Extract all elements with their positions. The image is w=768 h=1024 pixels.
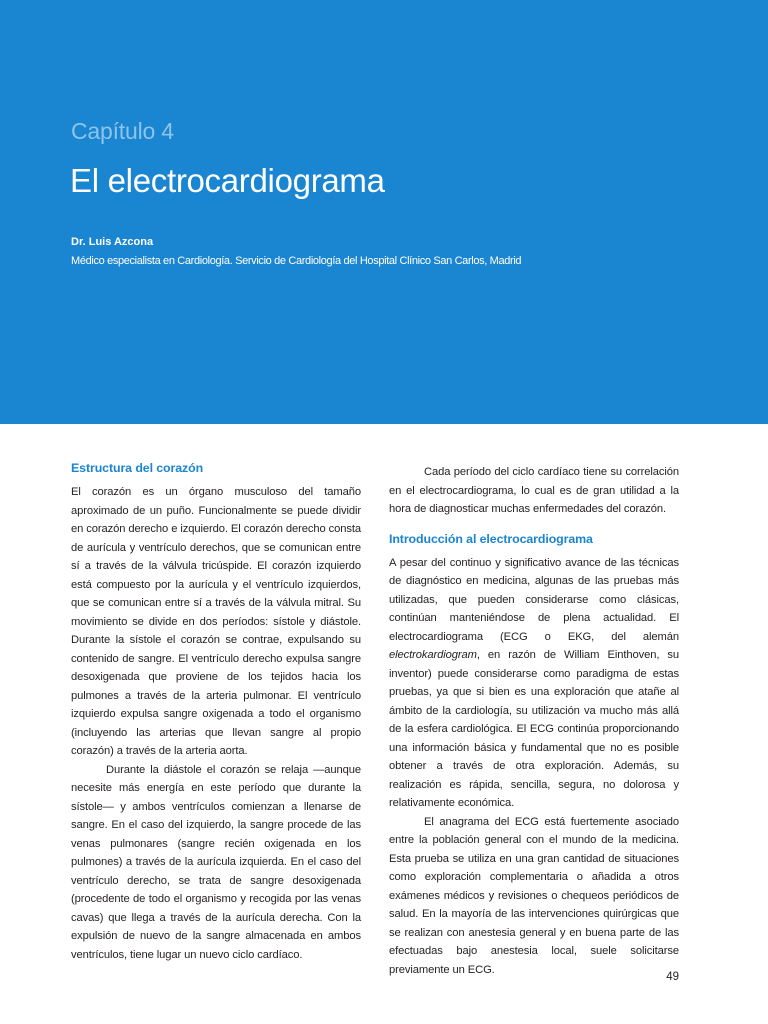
section-heading-introduccion: Introducción al electrocardiograma [389, 531, 593, 546]
body-paragraph: Cada período del ciclo cardíaco tiene su correlación en el electrocardiograma, lo cual es de gran utilidad a la hora de diagnosticar muchas enfermedades del corazón. [389, 466, 679, 515]
body-paragraph: El anagrama del ECG está fuertemente asociado entre la población general con el mundo de la medicina. Esta prueba se utiliza en una gran cantidad de situaciones como exploración complementaria o añadida a otros exámenes médicos y revisiones o chequeos periódicos de salud. En la mayoría de las intervenciones quirúrgicas que se realizan con anestesia general y en buena parte de las efectuadas bajo anestesia local, suele solicitarse previamente un ECG. [389, 815, 679, 976]
page-number: 49 [666, 971, 679, 983]
section-heading-estructura: Estructura del corazón [71, 461, 204, 475]
chapter-label: Capítulo 4 [71, 118, 174, 144]
chapter-title: El electrocardiograma [70, 162, 385, 199]
body-paragraph [389, 554, 679, 813]
body-paragraph: El corazón es un órgano musculoso del tamaño aproximado de un puño. Funcionalmente se puede dividir en corazón derecho e izquierdo. El corazón derecho consta de aurícula y ventrículo derechos, que se comunican entre sí a través de la válvula tricúspide. El corazón izquierdo está compuesto por la aurícula y el ventrículo izquierdos, que se comunican entre sí a través de la válvula mitral. Su movimiento se divide en dos períodos: sístole y diástole. Durante la sístole el corazón se contrae, expulsando su contenido de sangre. El ventrículo derecho expulsa sangre desoxigenada que proviene de los tejidos hacia los pulmones a través de la arteria pulmonar. El ventrículo izquierdo expulsa sangre oxigenada a todo el organismo (incluyendo las arterias que llevan sangre al propio corazón) a través de la arteria aorta. [71, 486, 361, 757]
right-column [389, 463, 679, 979]
body-paragraph: Durante la diástole el corazón se relaja —aunque necesite más energía en este período que durante la sístole— y ambos ventrículos comienzan a llenarse de sangre. En el caso del izquierdo, la sangre procede de las venas pulmonares (sangre recién oxigenada en los pulmones) a través de la aurícula izquierda. En el caso del ventrículo derecho, se trata de sangre desoxigenada (procedente de todo el organismo y recogida por las venas cavas) que llega a través de la aurícula derecha. Con la expulsión de nuevo de la sangre almacenada en ambos ventrículos, tiene lugar un nuevo ciclo cardíaco. [71, 763, 361, 961]
author-name: Dr. Luis Azcona [71, 236, 154, 248]
chapter-header-banner [0, 0, 768, 424]
text-run: A pesar del continuo y significativo avance de las técnicas de diagnóstico en medicina, algunas de las pruebas más utilizadas, que pueden considerarse como clásicas, continúan manteniéndose de plena actualidad. El electrocardiograma (ECG o EKG, del alemán [389, 556, 679, 643]
author-affiliation: Médico especialista en Cardiología. Servicio de Cardiología del Hospital Clínico San Carlos, Madrid [71, 255, 522, 267]
left-column [71, 459, 361, 964]
italic-term: electrokardiogram [389, 649, 477, 661]
text-run: , en razón de William Einthoven, su inventor) puede considerarse como paradigma de estas pruebas, ya que si bien es una exploración que atañe al ámbito de la cardiología, su utilización va mucho más allá de la esfera cardiológica. El ECG continúa proporcionando una información básica y fundamental que no es posible obtener a través de otra exploración. Además, su realización es rápida, sencilla, segura, no dolorosa y relativamente económica. [389, 649, 679, 809]
